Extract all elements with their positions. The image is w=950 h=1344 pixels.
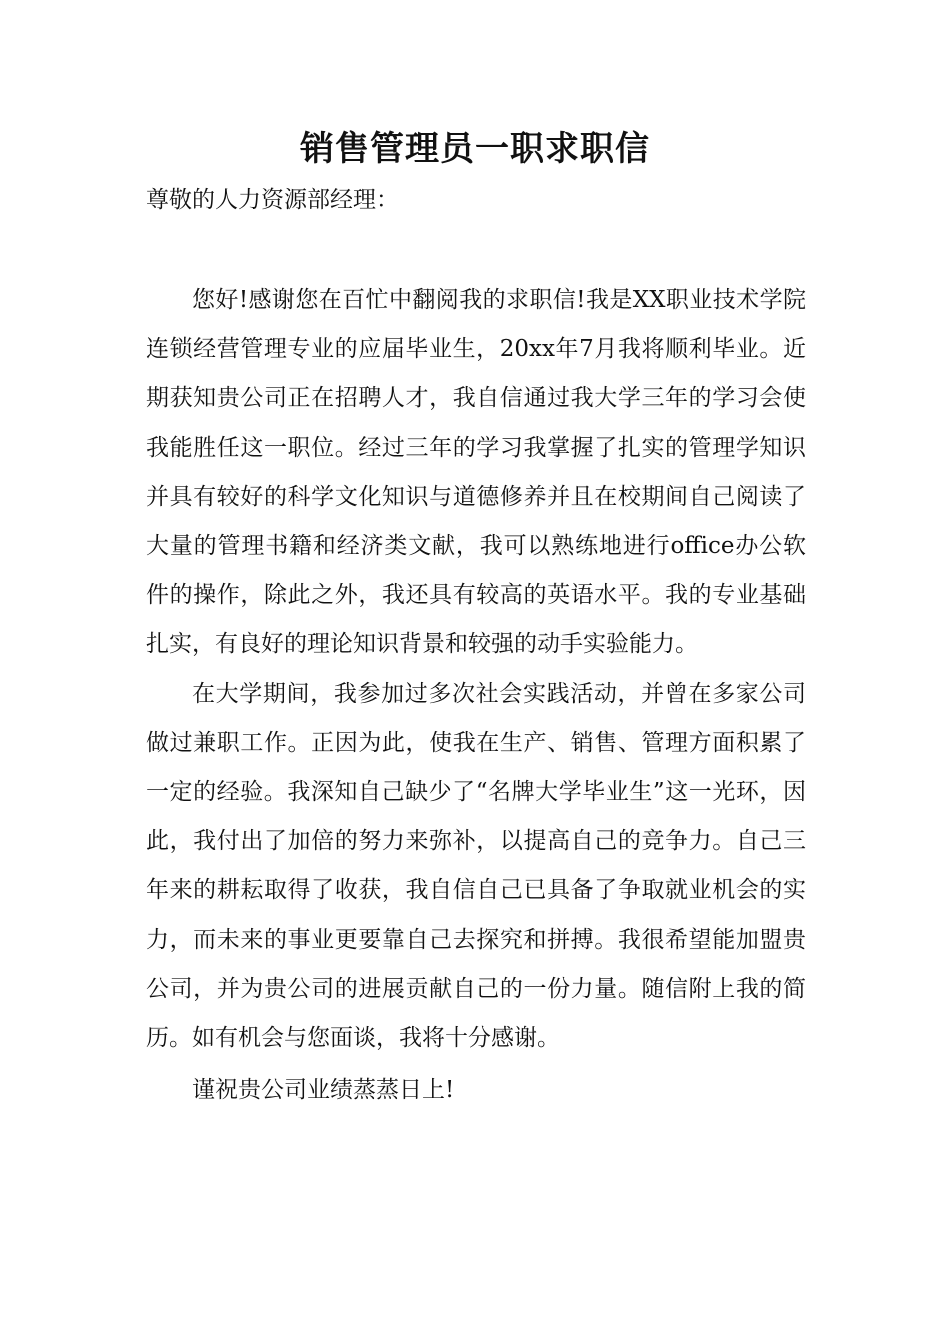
closing-line: 谨祝贵公司业绩蒸蒸日上!: [192, 1077, 455, 1104]
paragraph-introduction: 您好!感谢您在百忙中翻阅我的求职信!我是XX职业技术学院连锁经营管理专业的应届毕业生，20xx年7月我将顺利毕业。近期获知贵公司正在招聘人才，我自信通过我大学三年的学习会使我能胜任这一职位。经过三年的学习我掌握了扎实的管理学知识并具有较好的科学文化知识与道德修养并且在校期间自己阅读了大量的管理书籍和经济类文献，我可以熟练地进行office办公软件的操作，除此之外，我还具有较高的英语水平。我的专业基础扎实，有良好的理论知识背景和较强的动手实验能力。: [146, 287, 806, 658]
paragraph-experience: 在大学期间，我参加过多次社会实践活动，并曾在多家公司做过兼职工作。正因为此，使我在生产、销售、管理方面积累了一定的经验。我深知自己缺少了“名牌大学毕业生”这一光环，因此，我付出了加倍的努力来弥补，以提高自己的竞争力。自己三年来的耕耘取得了收获，我自信自己已具备了争取就业机会的实力，而未来的事业更要靠自己去探究和拼搏。我很希望能加盟贵公司，并为贵公司的进展贡献自己的一份力量。随信附上我的简历。如有机会与您面谈，我将十分感谢。: [146, 680, 806, 1052]
document-title: 销售管理员一职求职信: [300, 129, 650, 169]
salutation: 尊敬的人力资源部经理：: [146, 187, 399, 213]
letter-body: [146, 276, 806, 1115]
